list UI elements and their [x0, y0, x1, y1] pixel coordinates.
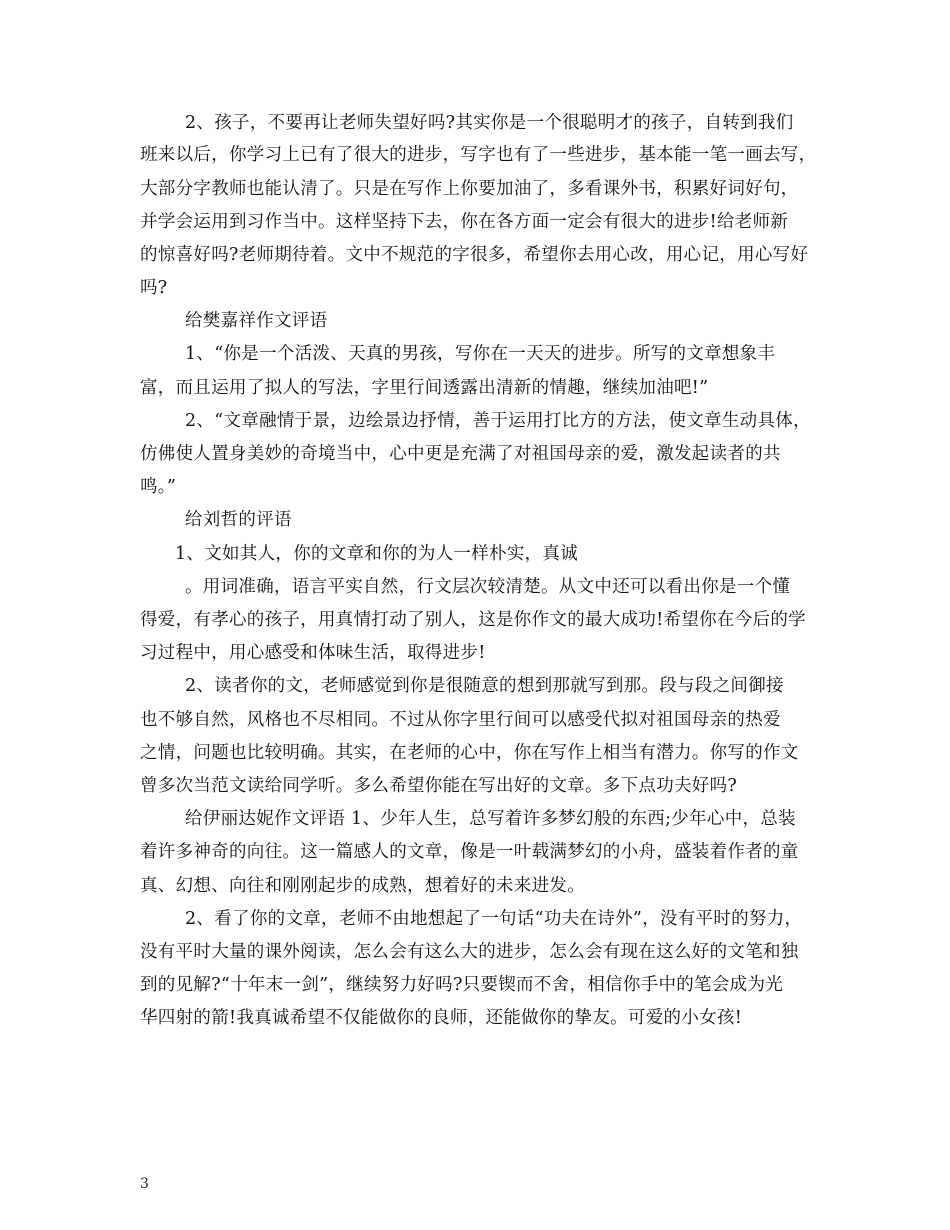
text-line: 华四射的箭!我真诚希望不仅能做你的良师，还能做你的挚友。可爱的小女孩!: [140, 1008, 743, 1028]
text-line: 。用词准确，语言平实自然，行文层次较清楚。从文中还可以看出你是一个懂: [185, 577, 791, 597]
text-line: 得爱，有孝心的孩子，用真情打动了别人，这是你作文的最大成功!希望你在今后的学: [140, 610, 806, 630]
text-line: 2、孩子，不要再让老师失望好吗?其实你是一个很聪明才的孩子，自转到我们: [185, 113, 794, 133]
text-line: 1、“你是一个活泼、天真的男孩，写你在一天天的进步。所写的文章想象丰: [185, 344, 776, 364]
text-line: 仿佛使人置身美妙的奇境当中，心中更是充满了对祖国母亲的爱，激发起读者的共: [140, 444, 781, 464]
text-line: 2、看了你的文章，老师不由地想起了一句话“功夫在诗外”，没有平时的努力，: [185, 909, 803, 929]
text-line: 也不够自然，风格也不尽相同。不过从你字里行间可以感受代拟对祖国母亲的热爱: [140, 710, 781, 730]
text-line: 真、幻想、向往和刚刚起步的成熟，想着好的未来进发。: [140, 876, 585, 896]
text-line: 习过程中，用心感受和体味生活，取得进步!: [140, 643, 486, 663]
text-line: 2、“文章融情于景，边绘景边抒情，善于运用打比方的方法，使文章生动具体，: [185, 411, 811, 431]
text-line: 的惊喜好吗?老师期待着。文中不规范的字很多，希望你去用心改，用心记，用心写好: [140, 245, 809, 265]
text-line: 班来以后，你学习上已有了很大的进步，写字也有了一些进步，基本能一笔一画去写，: [140, 145, 817, 165]
text-line: 大部分字教师也能认清了。只是在写作上你要加油了，多看课外书，积累好词好句，: [140, 179, 799, 199]
text-line: 1、文如其人，你的文章和你的为人一样朴实，真诚: [175, 544, 579, 564]
section-heading: 给伊丽达妮作文评语 1、少年人生，总写着许多梦幻般的东西;少年心中，总装: [185, 809, 796, 829]
page-number: 3: [140, 1176, 149, 1192]
text-line: 着许多神奇的向往。这一篇感人的文章，像是一叶载满梦幻的小舟，盛装着作者的童: [140, 842, 799, 862]
text-line: 吗?: [140, 278, 168, 298]
text-line: 并学会运用到习作当中。这样坚持下去，你在各方面一定会有很大的进步!给老师新: [140, 212, 789, 232]
text-line: 富，而且运用了拟人的写法，字里行间透露出清新的情趣，继续加油吧!”: [140, 378, 709, 398]
section-heading: 给樊嘉祥作文评语: [185, 311, 328, 331]
text-line: 2、读者你的文，老师感觉到你是很随意的想到那就写到那。段与段之间御接: [185, 676, 784, 696]
section-heading: 给刘哲的评语: [185, 510, 292, 530]
text-line: 到的见解?“十年末一剑”，继续努力好吗?只要锲而不舍，相信你手中的笔会成为光: [140, 975, 784, 995]
text-line: 鸣。”: [140, 477, 177, 497]
text-line: 没有平时大量的课外阅读，怎么会有这么大的进步，怎么会有现在这么好的文笔和独: [140, 942, 799, 962]
text-line: 之情，问题也比较明确。其实，在老师的心中，你在写作上相当有潜力。你写的作文: [140, 743, 799, 763]
text-line: 曾多次当范文读给同学听。多么希望你能在写出好的文章。多下点功夫好吗?: [140, 776, 738, 796]
